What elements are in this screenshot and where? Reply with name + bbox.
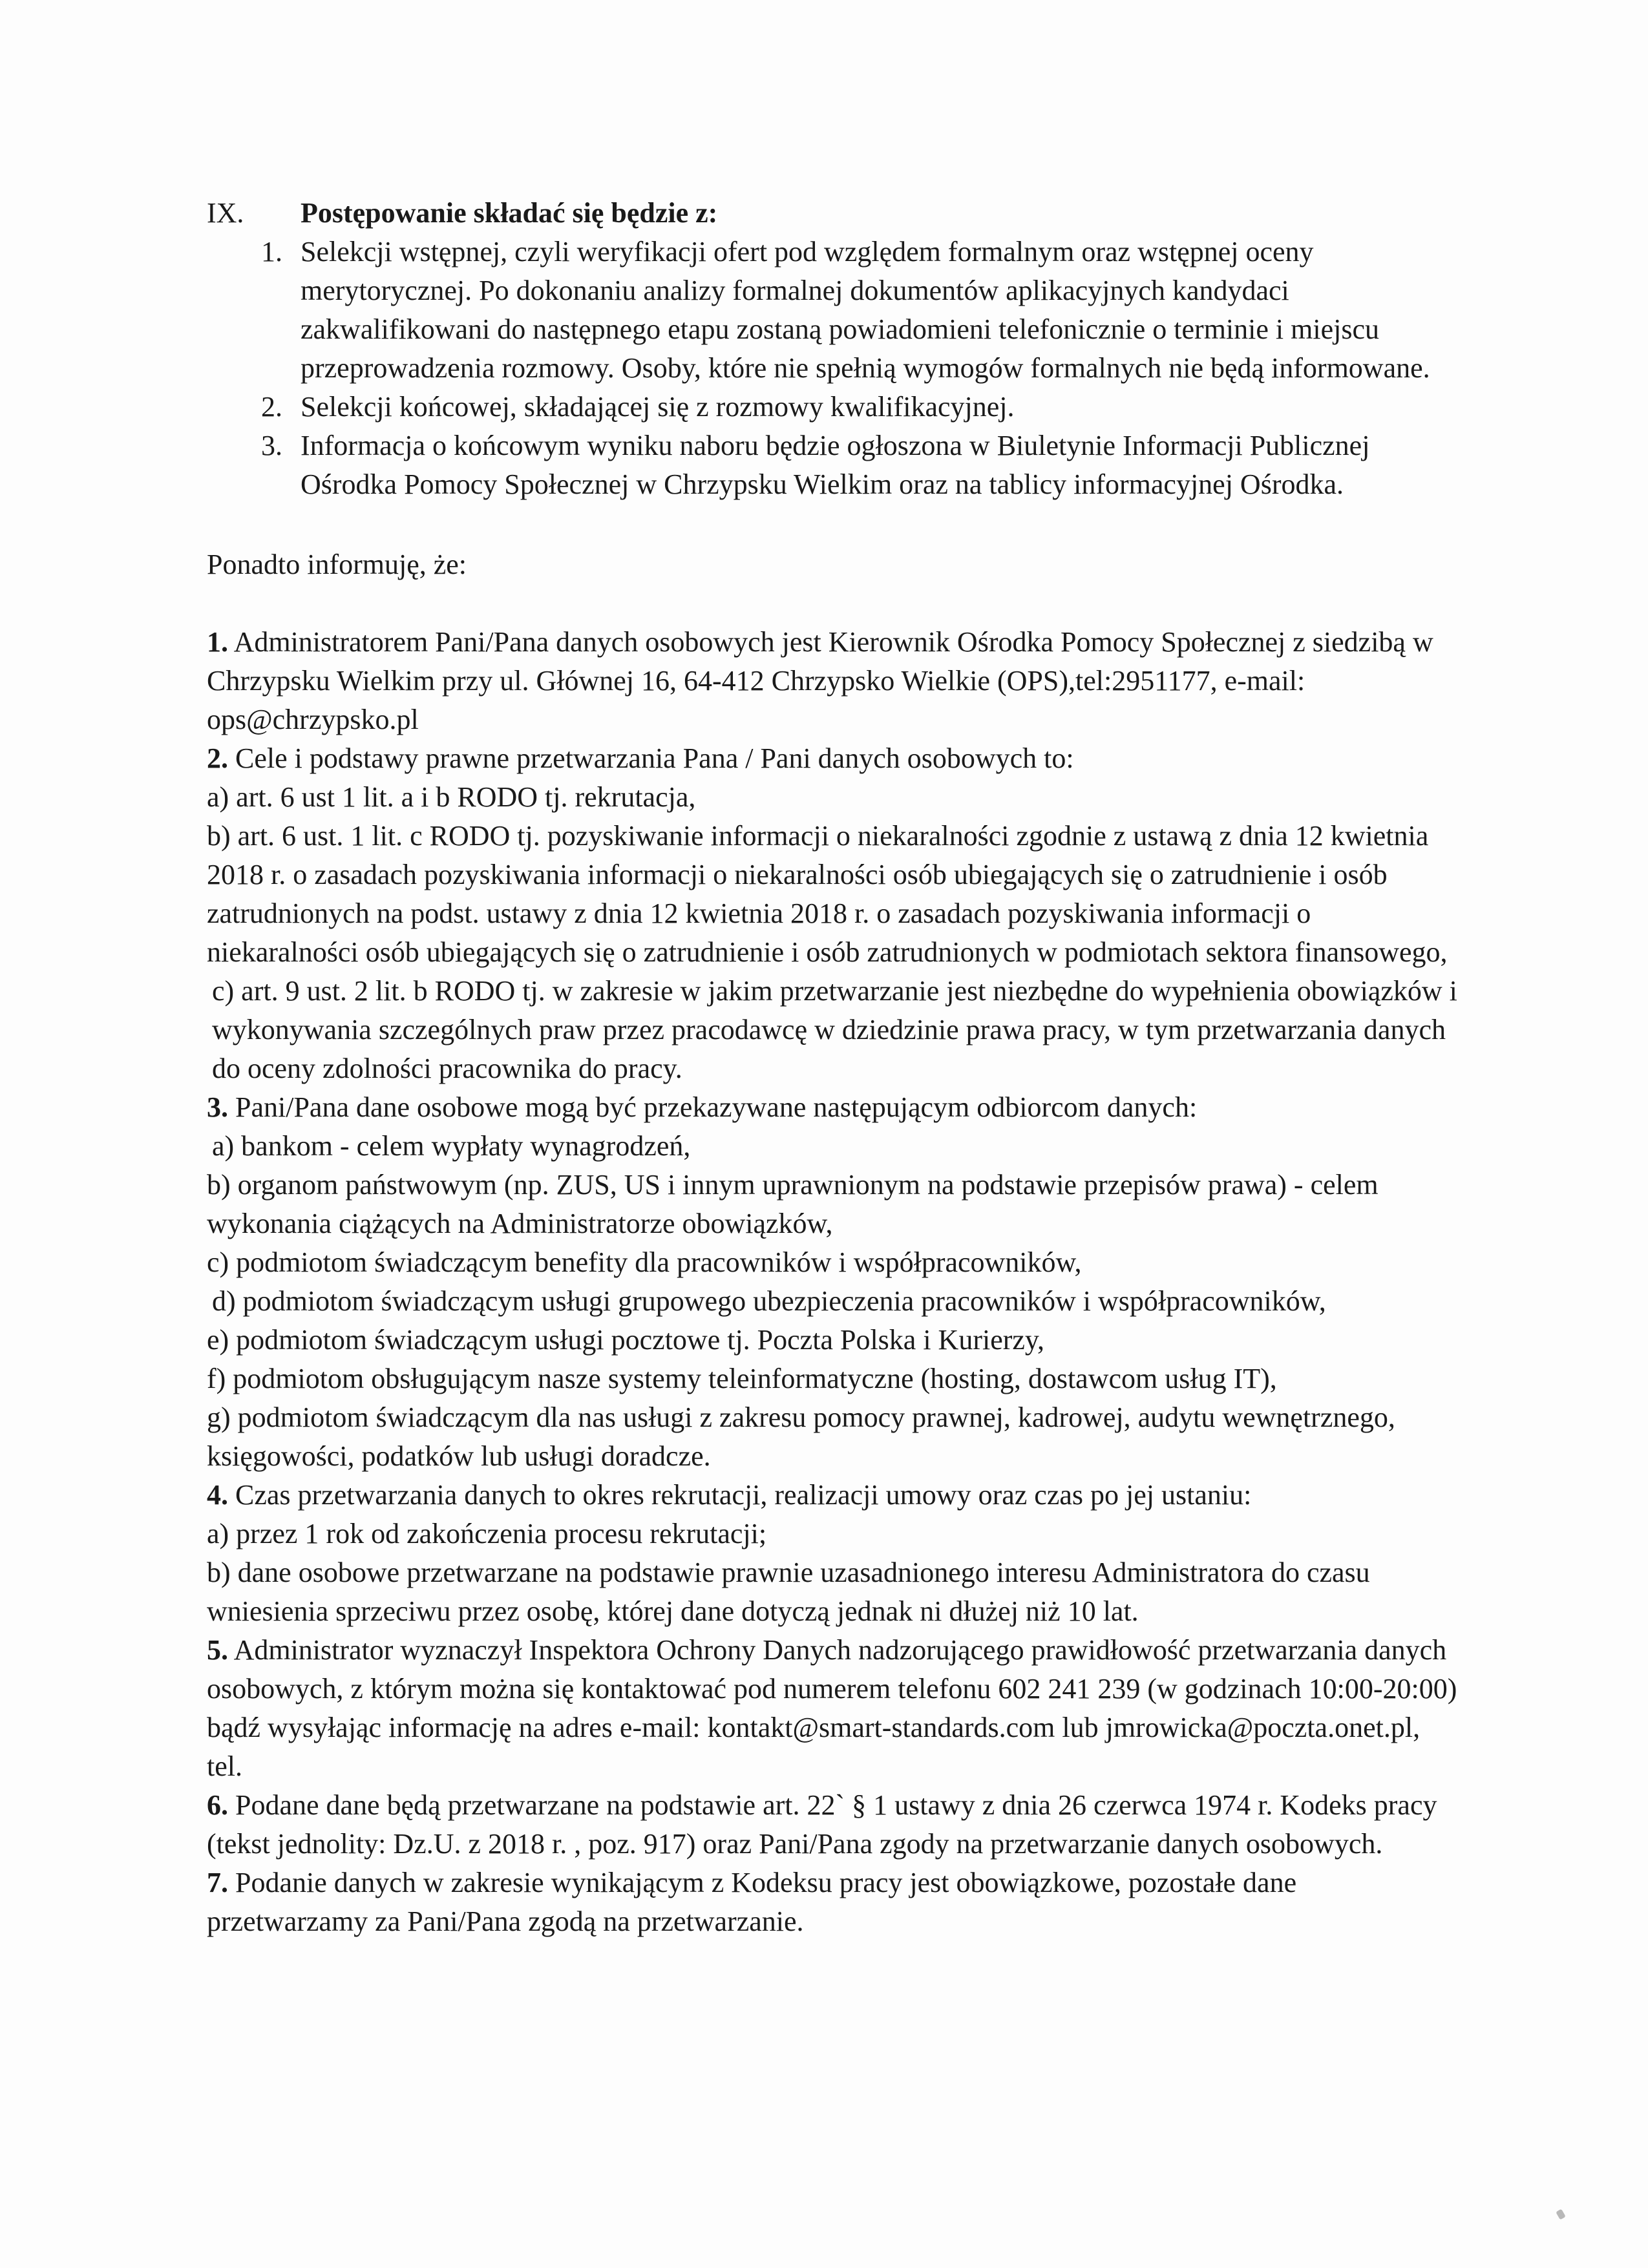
procedure-list bbox=[207, 233, 1461, 504]
list-item bbox=[207, 426, 1461, 504]
clause-text: Administratorem Pani/Pana danych osobowych jest Kierownik Ośrodka Pomocy Społecznej z siedzibą w Chrzypsku Wielkim przy ul. Głównej 16, 64-412 Chrzypsko Wielkie (OPS),tel:2951177, e-mail: ops@chrzypsko.pl bbox=[207, 626, 1433, 735]
clause-text: Czas przetwarzania danych to okres rekrutacji, realizacji umowy oraz czas po jej ustaniu: bbox=[228, 1479, 1252, 1511]
clause-subitem: a) art. 6 ust 1 lit. a i b RODO tj. rekrutacja, bbox=[207, 781, 696, 813]
scan-speck bbox=[1556, 2209, 1566, 2220]
list-item-number: 3. bbox=[261, 430, 282, 461]
clause-text: Pani/Pana dane osobowe mogą być przekazywane następującym odbiorcom danych: bbox=[228, 1091, 1198, 1123]
clause-subitem: b) art. 6 ust. 1 lit. c RODO tj. pozyskiwanie informacji o niekaralności zgodnie z ustawą z dnia 12 kwietnia 2018 r. o zasadach pozyskiwania informacji o niekaralności osób ubiegających się o zatrudnienie i osób zatrudnionych na podst. ustawy z dnia 12 kwietnia 2018 r. o zasadach pozyskiwania informacji o niekaralności osób ubiegających się o zatrudnienie i osób zatrudnionych w podmiotach sektora finansowego, bbox=[207, 820, 1448, 968]
section-roman-numeral: IX. bbox=[207, 197, 244, 229]
clause-1 bbox=[207, 623, 1461, 739]
clause-text: Podanie danych w zakresie wynikającym z Kodeksu pracy jest obowiązkowe, pozostałe dane przetwarzamy za Pani/Pana zgodą na przetwarzanie. bbox=[207, 1867, 1297, 1937]
clause-subitem: e) podmiotom świadczącym usługi pocztowe tj. Poczta Polska i Kurierzy, bbox=[207, 1324, 1045, 1356]
clause-number: 6. bbox=[207, 1789, 228, 1821]
document-body bbox=[207, 194, 1461, 1941]
list-item-text: Selekcji wstępnej, czyli weryfikacji ofert pod względem formalnym oraz wstępnej oceny merytorycznej. Po dokonaniu analizy formalnej dokumentów aplikacyjnych kandydaci zakwalifikowani do następnego etapu zostaną powiadomieni telefonicznie o terminie i miejscu przeprowadzenia rozmowy. Osoby, które nie spełnią wymogów formalnych nie będą informowane. bbox=[301, 236, 1430, 384]
clause-subitem: b) organom państwowym (np. ZUS, US i innym uprawnionym na podstawie przepisów prawa) - celem wykonania ciążących na Administratorze obowiązków, bbox=[207, 1169, 1379, 1239]
clause-4 bbox=[207, 1476, 1461, 1631]
clause-number: 2. bbox=[207, 742, 228, 774]
list-item bbox=[207, 388, 1461, 426]
list-item-text: Informacja o końcowym wyniku naboru będzie ogłoszona w Biuletynie Informacji Publicznej Ośrodka Pomocy Społecznej w Chrzypsku Wielkim oraz na tablicy informacyjnej Ośrodka. bbox=[301, 430, 1370, 500]
clause-text: Podane dane będą przetwarzane na podstawie art. 22` § 1 ustawy z dnia 26 czerwca 1974 r. Kodeks pracy (tekst jednolity: Dz.U. z 2018 r. , poz. 917) oraz Pani/Pana zgody na przetwarzanie danych osobowych. bbox=[207, 1789, 1437, 1860]
clause-number: 7. bbox=[207, 1867, 228, 1898]
clause-subitem: d) podmiotom świadczącym usługi grupowego ubezpieczenia pracowników i współpracowników, bbox=[212, 1285, 1326, 1317]
clause-subitem: a) bankom - celem wypłaty wynagrodzeń, bbox=[212, 1130, 691, 1162]
clause-number: 1. bbox=[207, 626, 228, 658]
clause-number: 5. bbox=[207, 1634, 228, 1666]
clause-subitem: b) dane osobowe przetwarzane na podstawie prawnie uzasadnionego interesu Administratora do czasu wniesienia sprzeciwu przez osobę, której dane dotyczą jednak ni dłużej niż 10 lat. bbox=[207, 1557, 1370, 1627]
section-heading bbox=[207, 194, 1461, 233]
clause-subitem: g) podmiotom świadczącym dla nas usługi z zakresu pomocy prawnej, kadrowej, audytu wewnętrznego, księgowości, podatków lub usługi doradcze. bbox=[207, 1402, 1395, 1472]
clause-subitem: f) podmiotom obsługującym nasze systemy teleinformatyczne (hosting, dostawcom usług IT), bbox=[207, 1363, 1277, 1394]
clause-2 bbox=[207, 739, 1461, 1088]
list-item-number: 2. bbox=[261, 391, 282, 423]
clause-6 bbox=[207, 1786, 1461, 1864]
list-item-text: Selekcji końcowej, składającej się z rozmowy kwalifikacyjnej. bbox=[301, 391, 1015, 423]
clause-text: Administrator wyznaczył Inspektora Ochrony Danych nadzorującego prawidłowość przetwarzania danych osobowych, z którym można się kontaktować pod numerem telefonu 602 241 239 (w godzinach 10:00-20:00) bądź wysyłając informację na adres e-mail: kontakt@smart-standards.com lub jmrowicka@poczta.onet.pl, tel. bbox=[207, 1634, 1457, 1782]
clause-subitem: a) przez 1 rok od zakończenia procesu rekrutacji; bbox=[207, 1518, 767, 1549]
clause-number: 4. bbox=[207, 1479, 228, 1511]
clause-3 bbox=[207, 1088, 1461, 1476]
clause-5 bbox=[207, 1631, 1461, 1786]
clause-subitem: c) podmiotom świadczącym benefity dla pracowników i współpracowników, bbox=[207, 1246, 1082, 1278]
clause-subitem: c) art. 9 ust. 2 lit. b RODO tj. w zakresie w jakim przetwarzanie jest niezbędne do wypełnienia obowiązków i wykonywania szczególnych praw przez pracodawcę w dziedzinie prawa pracy, w tym przetwarzania danych do oceny zdolności pracownika do pracy. bbox=[212, 975, 1457, 1084]
list-item bbox=[207, 233, 1461, 388]
list-item-number: 1. bbox=[261, 236, 282, 268]
clause-text: Cele i podstawy prawne przetwarzania Pana / Pani danych osobowych to: bbox=[228, 742, 1074, 774]
clause-number: 3. bbox=[207, 1091, 228, 1123]
intro-paragraph: Ponadto informuję, że: bbox=[207, 549, 467, 580]
section-title: Postępowanie składać się będzie z: bbox=[301, 197, 718, 229]
clause-7 bbox=[207, 1864, 1461, 1941]
